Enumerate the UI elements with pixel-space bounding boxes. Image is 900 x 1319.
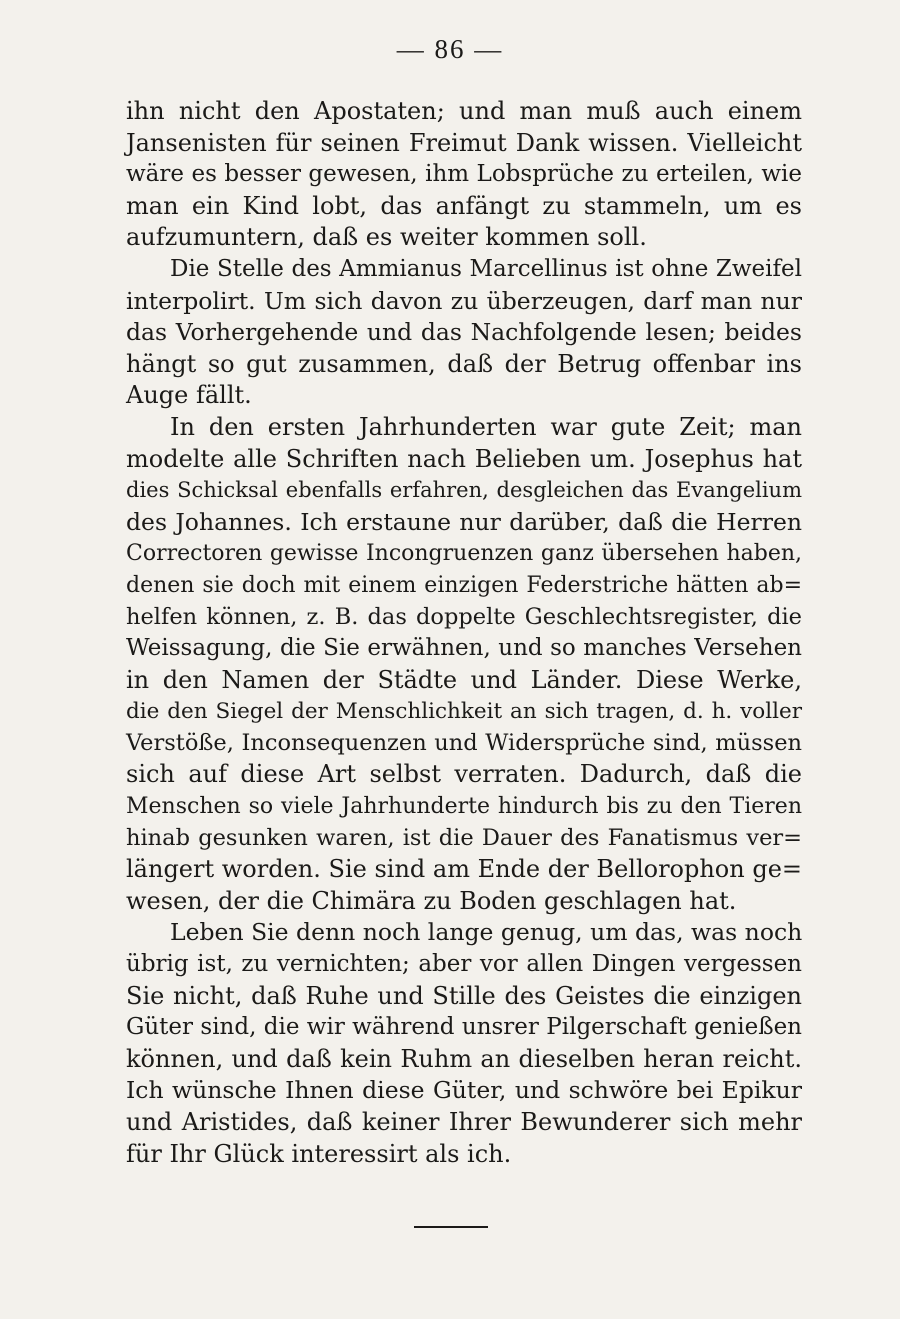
text-line: Weissagung, die Sie erwähnen, und so manches Versehen — [126, 635, 802, 662]
text-line: Leben Sie denn noch lange genug, um das, was noch — [170, 918, 803, 947]
text-line: aufzumuntern, daß es weiter kommen soll. — [126, 223, 647, 252]
text-line: dies Schicksal ebenfalls erfahren, desgleichen das Evangelium — [126, 478, 802, 503]
text-line: Sie nicht, daß Ruhe und Stille des Geistes die einzigen — [126, 981, 802, 1010]
text-line: wesen, der die Chimära zu Boden geschlagen hat. — [126, 886, 737, 915]
text-line: für Ihr Glück interessirt als ich. — [126, 1139, 512, 1168]
text-line: des Johannes. Ich erstaune nur darüber, daß die Herren — [126, 507, 802, 536]
text-line: übrig ist, zu vernichten; aber vor allen Dingen vergessen — [126, 951, 802, 978]
text-line: hinab gesunken waren, ist die Dauer des Fanatismus ver= — [126, 824, 802, 851]
page-number: — 86 — — [396, 34, 504, 64]
text-line: Verstöße, Inconsequenzen und Widersprüche sind, müssen — [126, 729, 802, 756]
text-line: denen sie doch mit einem einzigen Federstriche hätten ab= — [126, 572, 802, 598]
text-line: das Vorhergehende und das Nachfolgende lesen; beides — [126, 318, 802, 347]
section-end-rule — [414, 1226, 488, 1228]
text-line: Die Stelle des Ammianus Marcellinus ist ohne Zweifel — [170, 255, 802, 282]
text-line: hängt so gut zusammen, daß der Betrug offenbar ins — [126, 349, 802, 378]
text-line: Auge fällt. — [126, 381, 252, 410]
text-line: und Aristides, daß keiner Ihrer Bewunderer sich mehr — [126, 1108, 802, 1136]
text-line: Ich wünsche Ihnen diese Güter, und schwöre bei Epikur — [126, 1076, 802, 1105]
text-line: man ein Kind lobt, das anfängt zu stammeln, um es — [126, 191, 802, 220]
text-line: Jansenisten für seinen Freimut Dank wissen. Vielleicht — [126, 128, 802, 157]
text-line: können, und daß kein Ruhm an dieselben heran reicht. — [126, 1044, 802, 1073]
text-line: sich auf diese Art selbst verraten. Dadurch, daß die — [126, 760, 802, 789]
text-line: die den Siegel der Menschlichkeit an sich tragen, d. h. voller — [126, 699, 802, 725]
text-line: Menschen so viele Jahrhunderte hindurch bis zu den Tieren — [126, 794, 802, 820]
text-line: modelte alle Schriften nach Belieben um. Josephus hat — [126, 444, 802, 473]
body-text — [126, 96, 802, 1170]
text-line: längert worden. Sie sind am Ende der Bellorophon ge= — [126, 855, 803, 884]
text-line: helfen können, z. B. das doppelte Geschlechtsregister, die — [126, 603, 802, 630]
text-line: ihn nicht den Apostaten; und man muß auch einem — [126, 97, 802, 125]
text-line: wäre es besser gewesen, ihm Lobsprüche zu erteilen, wie — [126, 161, 802, 188]
text-line: interpolirt. Um sich davon zu überzeugen, darf man nur — [126, 286, 802, 315]
text-line: Correctoren gewisse Incongruenzen ganz übersehen haben, — [126, 541, 802, 567]
text-line: In den ersten Jahrhunderten war gute Zeit; man — [170, 412, 802, 441]
text-line: Güter sind, die wir während unsrer Pilgerschaft genießen — [126, 1014, 802, 1041]
text-line: in den Namen der Städte und Länder. Diese Werke, — [126, 665, 802, 694]
